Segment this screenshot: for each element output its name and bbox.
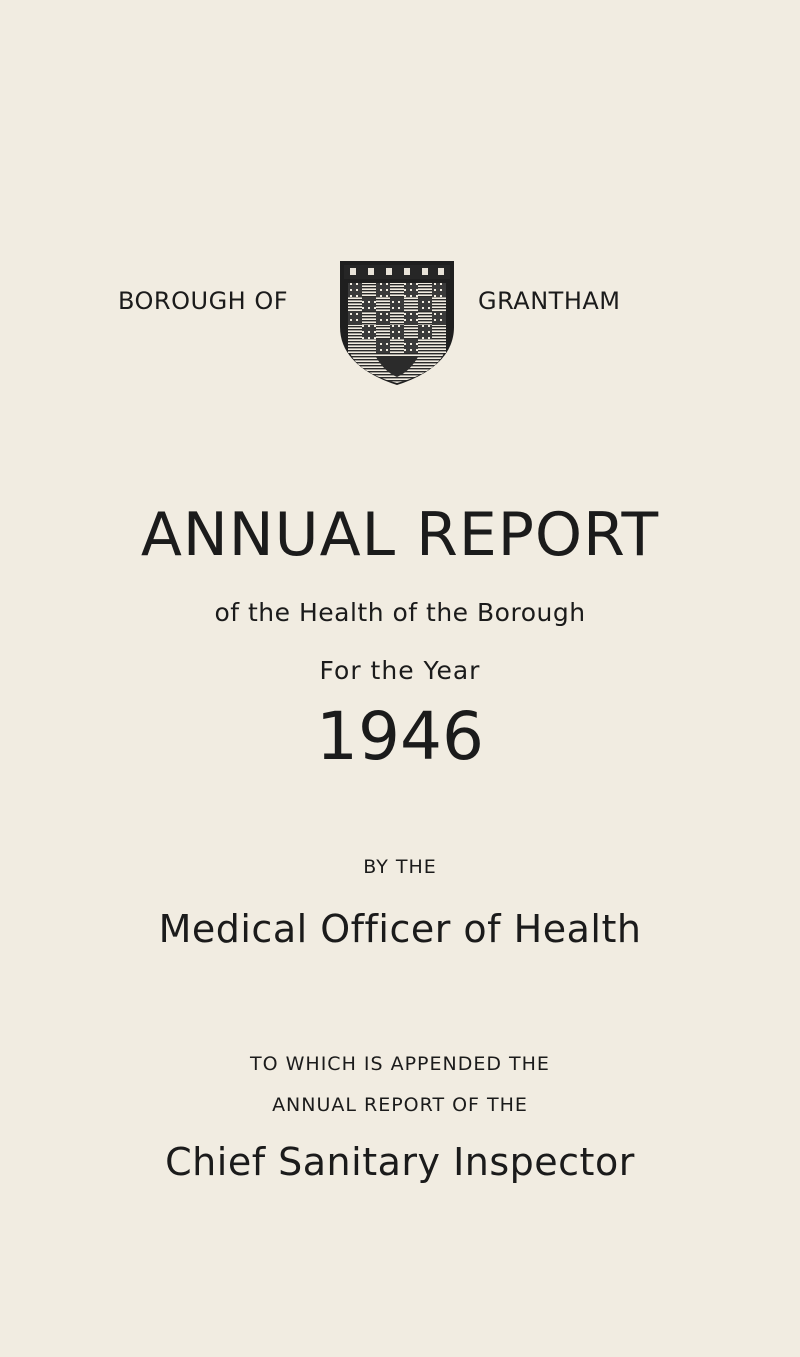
header-grantham: GRANTHAM [478,287,621,315]
report-author: Medical Officer of Health [158,907,642,951]
header-borough-of: BOROUGH OF [118,287,289,315]
for-year-label: For the Year [319,656,481,685]
coat-of-arms-icon [336,257,458,387]
report-title: ANNUAL REPORT [140,500,660,570]
report-subtitle: of the Health of the Borough [214,598,586,627]
report-year: 1946 [316,698,484,775]
appended-line-2: ANNUAL REPORT OF THE [272,1094,528,1116]
appended-line-1: TO WHICH IS APPENDED THE [250,1053,550,1075]
by-the-label: BY THE [363,856,437,878]
appended-author: Chief Sanitary Inspector [165,1140,635,1184]
